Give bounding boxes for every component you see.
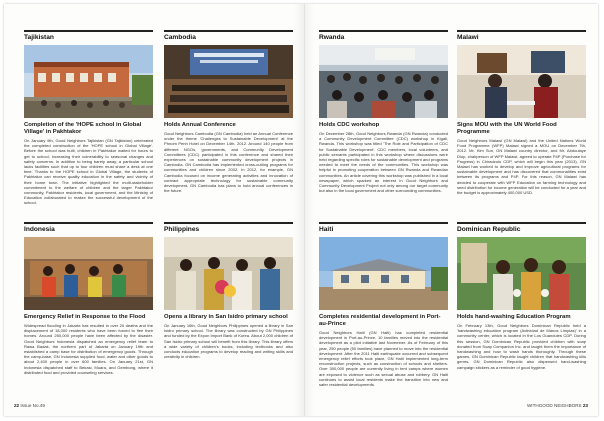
article-cambodia [164,30,293,193]
article-headline: Completes residential development in Port-au-Prince [319,314,441,327]
footer-left [14,403,45,408]
article-headline: Holds hand-washing Education Program [457,314,571,320]
issue-label: Issue No.49 [20,403,45,408]
photo-handwashing-children [457,237,586,310]
spine [304,4,305,416]
article-body: On December 28th, Good Neighbors Rwanda (GN Rwanda) conducted a Community Development Committee (CDC) workshop in Kigali, Rwanda. This workshop was titled 'The Role and Participation of CDC for Sustainable Development'. CDC members, local volunteers, and public servants participated in this workshop where discussions were held regarding specific roles for sustainable development and programs needed to meet the needs of the communities. This workshop was helpful in promoting cooperation between GN Rwanda and Rwandan communities. An article covering this workshop was published in a local newspaper, which sparked an interest in Good Neighbors and Community Development Project not only among our target community but also in the local government and other surrounding communities. [319,131,448,194]
article-indonesia [24,222,153,375]
country-label: Dominican Republic [457,222,586,235]
article-headline: Signs MOU with the UN World Food Programme [457,122,557,135]
article-body: Good Neighbors Haiti (GN Haiti) has completed residential development in Port-au-Prince. 10 families moved into the residential development as a pilot initiative last November. As of February of this year, 250 people (50 families) have planned to move into the residential development. After the 2011 Haiti earthquake occurred and subsequent emergency relief efforts took place, GN Haiti implemented long-term reconstruction projects, such as construction of schools and shelters. Over 300,000 people are currently living in tent camps where women are exposed to violence such as sexual abuse and robbery. GN Haiti continues to assist local residents make the transition into new and safer residential developments. [319,330,448,388]
article-body: Widespread flooding in Jakarta has resulted in over 20 deaths and the displacement of 18,000 residents who have been forced to flee their homes. Around 250,000 people have been affected by the disaster. Good Neighbors Indonesia dispatched an emergency relief team to Rawa Badak, the northern part of Jakarta on January 19th and established a camp base for distribution of emergency goods. Through the camp-base, GN Indonesia supplied food, water and other goods to about 2,400 people in over 600 families. On January 21st, GN Indonesia dispatched staff to Bekasi, Muara, and Gembong, where it distributed food and provided counseling services. [24,323,153,375]
photo-school-building [24,45,153,118]
country-label: Indonesia [24,222,153,235]
article-rwanda [319,30,448,193]
article-headline: Holds Annual Conference [164,122,236,128]
photo-flood-relief [24,237,153,310]
article-malawi [457,30,586,195]
country-label: Philippines [164,222,293,235]
country-label: Cambodia [164,30,293,43]
article-headline: Opens a library in San Isidro primary school [164,314,288,320]
country-label: Rwanda [319,30,448,43]
page-number-right: 23 [582,403,588,408]
article-body: Good Neighbors Malawi (GN Malawi) and the United Nations World Food Programme (WFP) Malawi signed a MOU on December 7th, 2012. Mr. Kim Sun, GN Malawi country director, and Mr. Abdoulaye Diop, chairperson of WFP Malawi, agreed to operate P4P (Purchase for Progress) in Chiradzulu CDP, which will begin this year (2013). GN Malawi has worked to develop and improve agricultural programs for sustainable development and has discovered that commonalities exist between its programs and P4P. For this reason, GN Malawi has decided to cooperate with WFP Education on farming technology and seed distribution for income generation will be conducted for a year and the budget is approximately 400,000 USD. [457,138,586,196]
photo-residential-houses [319,237,448,310]
photo-library-opening [164,237,293,310]
country-label: Tajikistan [24,30,153,43]
page-number-left: 22 [14,403,20,408]
article-haiti [319,222,448,387]
photo-conference-hall [164,45,293,118]
photo-workshop-audience [319,45,448,118]
article-headline: Emergency Relief in Response to the Flood [24,314,146,320]
article-tajikistan [24,30,153,206]
article-body: On January 16th, Good Neighbors Philippines opened a library in San Isidro primary school. The library was constructed by GN Philippines and funded by the Expon Import Bank of Korea. About 2,000 children of San Isidro primary school will benefit from this library. This library offers a wide variety of children's books, including textbooks and also conducts education programs to develop reading and writing skills and creativity in children. [164,323,293,360]
article-headline: Completion of the 'HOPE school in Global Village' in Pakhtakor [24,122,142,135]
brand-label: WITHGOOD NEIGHBORS [526,403,582,408]
article-body: On February 13th, Good Neighbors Dominican Republic held a 'handwashing education program (Actividad de Manos Limpias)' in a community center, which is located in the Los Guandules CDP. During this session, GN Dominican Republic provided children with soap donated from Soap Companion Inc. and taught them the importance of handwashing and how to wash hands thoroughly. Through these games, GN Dominican Republic taught children that handwashing kills germs. GN Dominican Republic also dispensed hand-washing campaign stickers as a reminder of good hygiene. [457,323,586,370]
article-body: Good Neighbors Cambodia (GN Cambodia) held an Annual Conference under the theme 'Challenges to Sustainable Development' at the Phnom Penh Hotel on December 14th, 2012. Around 140 people from different NGOs, governments, and Community Development Committees (CDC) participated in this conference and shared their experiences on sustainable community development projects in Cambodia. GN Cambodia has implemented cross-cutting programs for communities and children since 2002. In 2012, for example, GN Cambodia focused on income generating activities and innovation of contract appropriate technology for sustainable community development. GN Cambodia has plans to hold annual conferences in the future. [164,131,293,194]
country-label: Haiti [319,222,448,235]
magazine-spread [4,4,598,416]
country-label: Malawi [457,30,586,43]
article-philippines [164,222,293,359]
footer-right [527,403,588,408]
article-headline: Holds CDC workshop [319,122,380,128]
photo-mou-signing [457,45,586,118]
article-body: On January 9th, Good Neighbors Tajikistan (GN Tajikistan) celebrated the completed construction of the 'HOPE school in Global Village'. Before the school was built, children in Pakhtakor waited for hours to get to school, increasing their vulnerability to seasonal changes and safety concerns. In addition to being barely away, a particular school lacks facilities such that up to four children must share a desk at one time. Thanks to the HOPE school in Global Village, the students of Pakhtakor can receive quality education in the safety and vicinity of their home town. The initiative highlighted the multi-stakeholder commitment to the welfare of children and the larger Pakhtakor community, Pakhtakor residents, local government, and the Ministry of Education collaborated to realize the successful development of the school. [24,138,153,206]
article-dominican-republic [457,222,586,370]
